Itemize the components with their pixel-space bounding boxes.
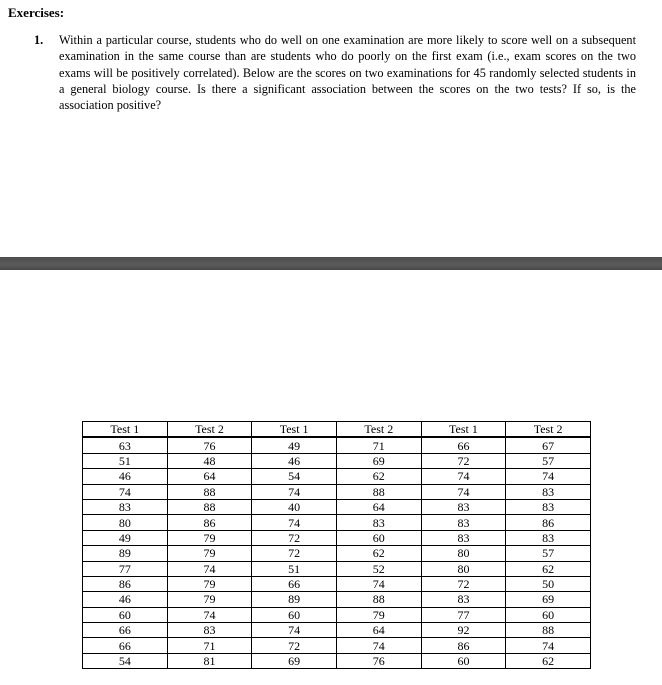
table-cell: 64 — [336, 623, 421, 638]
table-cell: 62 — [506, 561, 591, 576]
column-header: Test 1 — [421, 422, 506, 438]
table-cell: 74 — [336, 638, 421, 653]
table-cell: 54 — [252, 469, 337, 484]
exercise-number: 1. — [34, 33, 44, 47]
table-cell: 83 — [421, 530, 506, 545]
table-cell: 62 — [336, 469, 421, 484]
table-cell: 66 — [252, 576, 337, 591]
table-cell: 77 — [83, 561, 168, 576]
table-cell: 72 — [252, 530, 337, 545]
table-cell: 71 — [167, 638, 252, 653]
table-cell: 66 — [83, 638, 168, 653]
table-cell: 64 — [336, 499, 421, 514]
table-cell: 66 — [421, 437, 506, 453]
table-cell: 80 — [421, 561, 506, 576]
table-cell: 89 — [83, 546, 168, 561]
column-header: Test 2 — [336, 422, 421, 438]
table-body — [83, 437, 591, 668]
table-row — [83, 499, 591, 514]
table-cell: 83 — [506, 499, 591, 514]
table-cell: 50 — [506, 576, 591, 591]
table-cell: 60 — [83, 607, 168, 622]
table-row — [83, 515, 591, 530]
table-cell: 60 — [336, 530, 421, 545]
table-cell: 86 — [83, 576, 168, 591]
table-cell: 49 — [83, 530, 168, 545]
table-cell: 83 — [83, 499, 168, 514]
table-cell: 60 — [252, 607, 337, 622]
table-cell: 52 — [336, 561, 421, 576]
table-cell: 57 — [506, 453, 591, 468]
table-cell: 72 — [252, 546, 337, 561]
table-row — [83, 576, 591, 591]
table-cell: 63 — [83, 437, 168, 453]
table-cell: 72 — [421, 576, 506, 591]
table-cell: 67 — [506, 437, 591, 453]
table-cell: 74 — [252, 623, 337, 638]
table-cell: 64 — [167, 469, 252, 484]
table-cell: 49 — [252, 437, 337, 453]
table-cell: 80 — [83, 515, 168, 530]
table-row — [83, 453, 591, 468]
table-cell: 86 — [421, 638, 506, 653]
table-cell: 79 — [336, 607, 421, 622]
table-cell: 69 — [336, 453, 421, 468]
table-cell: 54 — [83, 653, 168, 668]
table-cell: 88 — [167, 484, 252, 499]
table-cell: 72 — [252, 638, 337, 653]
column-header: Test 2 — [506, 422, 591, 438]
table-cell: 89 — [252, 592, 337, 607]
table-cell: 60 — [506, 607, 591, 622]
table-cell: 83 — [336, 515, 421, 530]
table-cell: 40 — [252, 499, 337, 514]
table-cell: 86 — [167, 515, 252, 530]
table-cell: 66 — [83, 623, 168, 638]
section-heading: Exercises: — [8, 5, 65, 20]
exercise-text: Within a particular course, students who do well on one examination are more likely to score well on a subsequent examination in the same course than are students who do poorly on the first exam (i.e., exam scores on the two exams will be positively correlated). Below are the scores on two examinations for 45 randomly selected students in a general biology course. Is there a significant association between the scores on the two tests? If so, is the association positive? — [59, 33, 636, 113]
table-cell: 74 — [83, 484, 168, 499]
table-cell: 92 — [421, 623, 506, 638]
table-cell: 69 — [252, 653, 337, 668]
column-header: Test 1 — [83, 422, 168, 438]
table-cell: 88 — [506, 623, 591, 638]
table-row — [83, 530, 591, 545]
table-cell: 88 — [336, 484, 421, 499]
column-header: Test 2 — [167, 422, 252, 438]
table-cell: 74 — [506, 638, 591, 653]
table-cell: 62 — [506, 653, 591, 668]
table-cell: 79 — [167, 576, 252, 591]
table-cell: 79 — [167, 546, 252, 561]
table-row — [83, 469, 591, 484]
table-cell: 74 — [252, 484, 337, 499]
table-row — [83, 592, 591, 607]
table-cell: 72 — [421, 453, 506, 468]
table-cell: 74 — [506, 469, 591, 484]
table-row — [83, 653, 591, 668]
table-cell: 83 — [421, 499, 506, 514]
table-cell: 62 — [336, 546, 421, 561]
table-cell: 74 — [252, 515, 337, 530]
table-cell: 74 — [167, 607, 252, 622]
scores-table — [82, 421, 591, 669]
table-cell: 48 — [167, 453, 252, 468]
table-row — [83, 561, 591, 576]
table-row — [83, 638, 591, 653]
table-cell: 81 — [167, 653, 252, 668]
table-cell: 83 — [506, 484, 591, 499]
table-cell: 60 — [421, 653, 506, 668]
table-cell: 83 — [421, 592, 506, 607]
table-row — [83, 546, 591, 561]
table-cell: 51 — [252, 561, 337, 576]
table-cell: 76 — [167, 437, 252, 453]
table-row — [83, 623, 591, 638]
table-cell: 86 — [506, 515, 591, 530]
table-cell: 57 — [506, 546, 591, 561]
exercise-item — [34, 32, 636, 113]
table-cell: 74 — [421, 469, 506, 484]
table-row — [83, 607, 591, 622]
column-header: Test 1 — [252, 422, 337, 438]
table-row — [83, 484, 591, 499]
table-cell: 88 — [167, 499, 252, 514]
table-cell: 46 — [83, 469, 168, 484]
table-cell: 51 — [83, 453, 168, 468]
table-cell: 74 — [336, 576, 421, 591]
table-cell: 79 — [167, 530, 252, 545]
table-cell: 88 — [336, 592, 421, 607]
table-cell: 79 — [167, 592, 252, 607]
table-cell: 83 — [506, 530, 591, 545]
table-cell: 83 — [167, 623, 252, 638]
table-cell: 74 — [421, 484, 506, 499]
table-cell: 83 — [421, 515, 506, 530]
table-cell: 71 — [336, 437, 421, 453]
table-cell: 69 — [506, 592, 591, 607]
table-cell: 77 — [421, 607, 506, 622]
table-cell: 80 — [421, 546, 506, 561]
table-cell: 46 — [252, 453, 337, 468]
page-divider — [0, 257, 662, 270]
table-row — [83, 437, 591, 453]
table-cell: 74 — [167, 561, 252, 576]
table-header-row — [83, 422, 591, 438]
table-cell: 46 — [83, 592, 168, 607]
table-cell: 76 — [336, 653, 421, 668]
